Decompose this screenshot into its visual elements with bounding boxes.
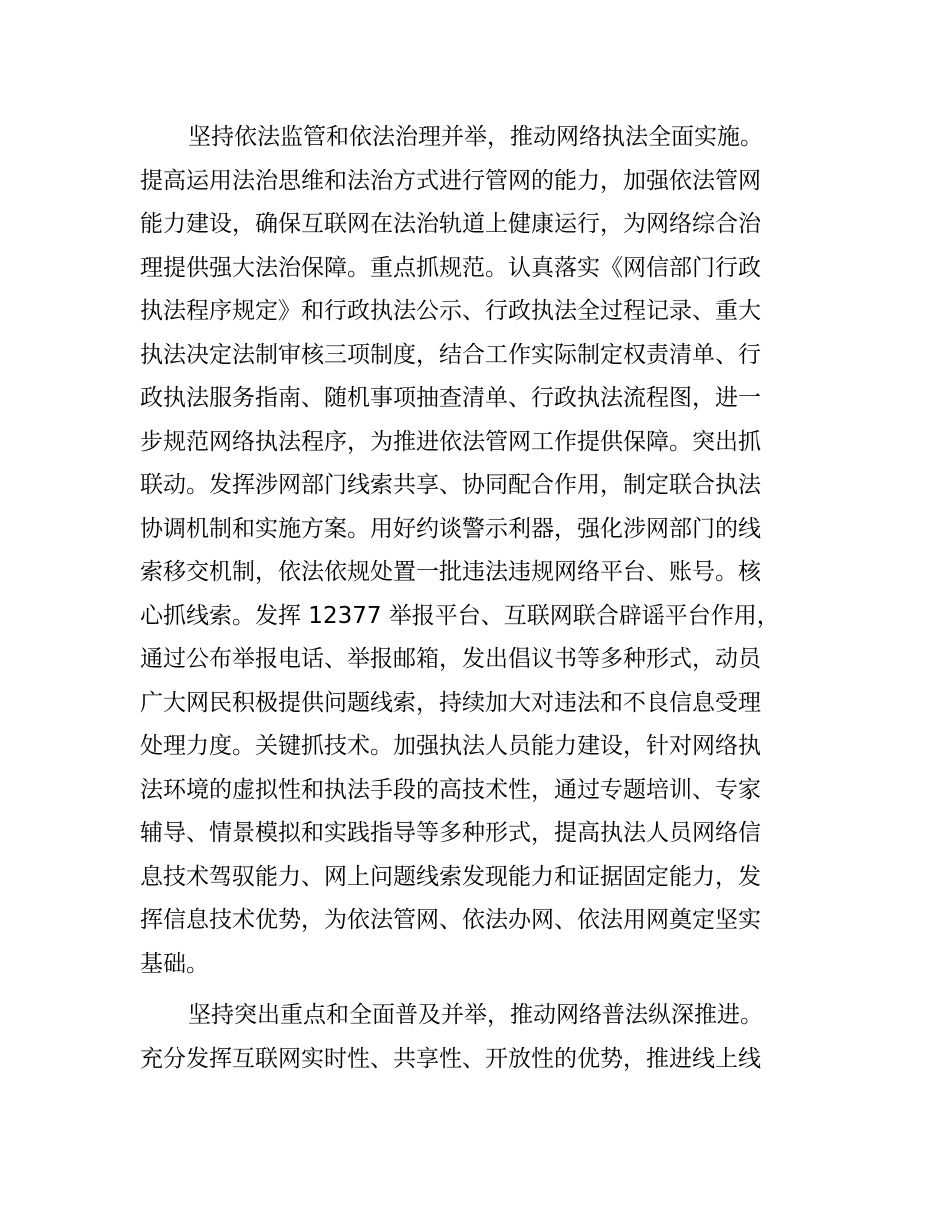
paragraph-line: 提高运用法治思维和法治方式进行管网的能力，加强依法管网 [140,167,761,194]
paragraph-line: 法环境的虚拟性和执法手段的高技术性，通过专题培训、专家 [140,776,761,803]
paragraph-line: 步规范网络执法程序，为推进依法管网工作提供保障。突出抓 [140,428,761,455]
paragraph-line: 广大网民积极提供问题线索，持续加大对违法和不良信息受理 [140,689,761,716]
paragraph-line: 理提供强大法治保障。重点抓规范。认真落实《网信部门行政 [140,254,761,281]
paragraph-line: 能力建设，确保互联网在法治轨道上健康运行，为网络综合治 [140,211,761,237]
paragraph-spacer [140,986,840,994]
paragraph-line: 坚持突出重点和全面普及并举，推动网络普法纵深推进。 [188,1002,763,1028]
paragraph-line: 索移交机制，依法依规处置一批违法违规网络平台、账号。核 [140,559,761,585]
paragraph-line: 坚持依法监管和依法治理并举，推动网络执法全面实施。 [188,124,763,150]
document-body [140,116,840,1081]
paragraph-2 [140,994,840,1081]
paragraph-line: 心抓线索。发挥 12377 举报平台、互联网联合辟谣平台作用， [140,602,780,629]
paragraph-line: 执法程序规定》和行政执法公示、行政执法全过程记录、重大 [140,298,761,324]
paragraph-line: 辅导、情景模拟和实践指导等多种形式，提高执法人员网络信 [140,820,761,846]
paragraph-1 [140,116,840,986]
paragraph-line: 协调机制和实施方案。用好约谈警示利器，强化涉网部门的线 [140,515,761,542]
paragraph-line: 息技术驾驭能力、网上问题线索发现能力和证据固定能力，发 [140,863,761,890]
paragraph-line: 充分发挥互联网实时性、共享性、开放性的优势，推进线上线 [140,1045,761,1072]
paragraph-line: 基础。 [140,950,209,977]
paragraph-line: 通过公布举报电话、举报邮箱，发出倡议书等多种形式，动员 [140,646,761,672]
paragraph-line: 政执法服务指南、随机事项抽查清单、行政执法流程图，进一 [140,385,761,411]
paragraph-line: 执法决定法制审核三项制度，结合工作实际制定权责清单、行 [140,341,761,368]
paragraph-line: 联动。发挥涉网部门线索共享、协同配合作用，制定联合执法 [140,472,761,498]
paragraph-line: 处理力度。关键抓技术。加强执法人员能力建设，针对网络执 [140,733,761,759]
paragraph-line: 挥信息技术优势，为依法管网、依法办网、依法用网奠定坚实 [140,907,761,933]
